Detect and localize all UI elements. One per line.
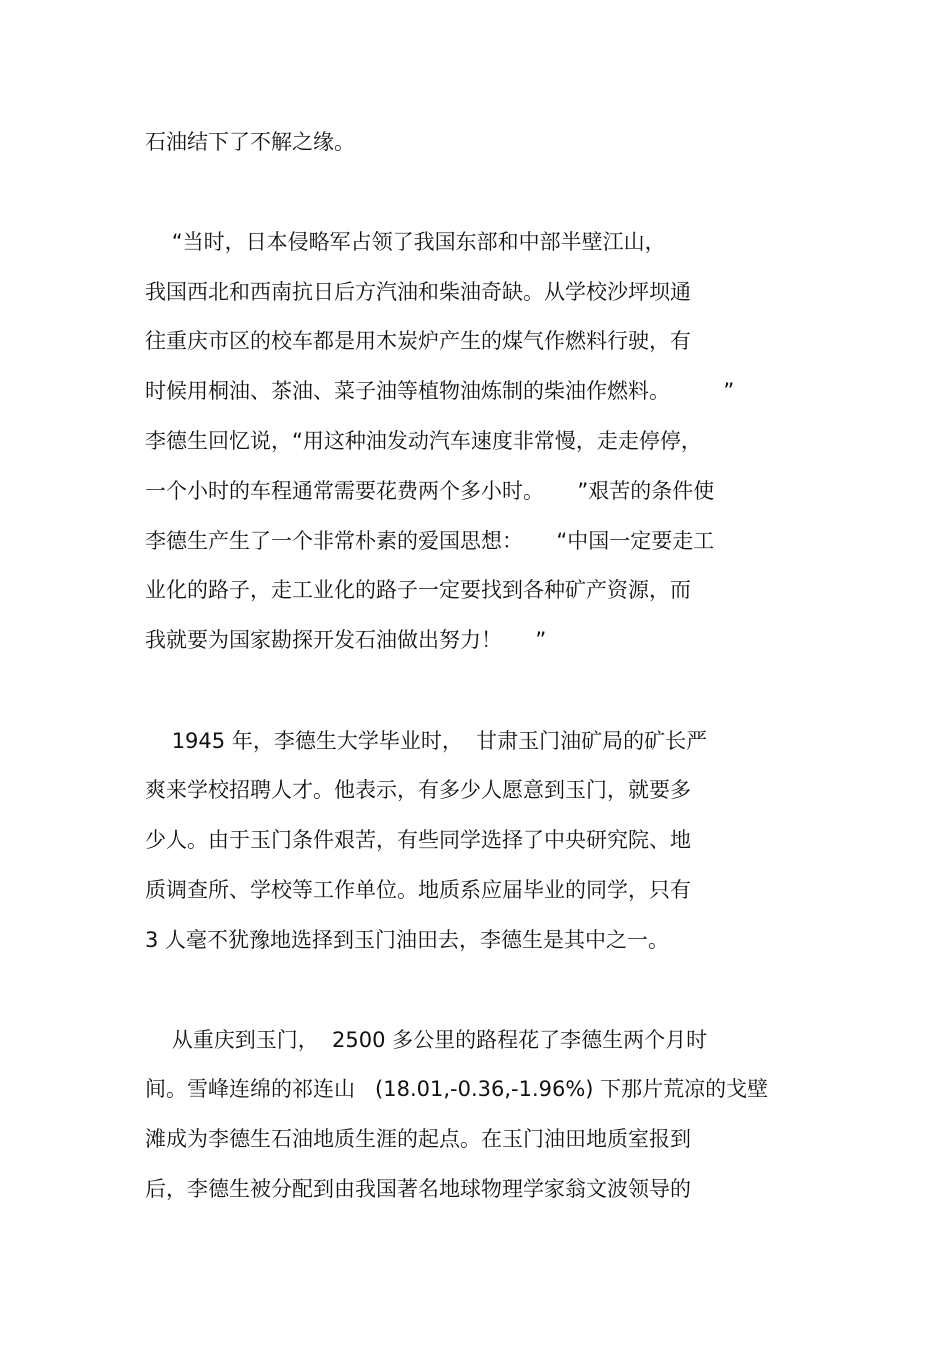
text-line: 李德生回忆说，“用这种油发动汽车速度非常慢，走走停停， <box>145 429 702 453</box>
text-line: 爽来学校招聘人才。他表示，有多少人愿意到玉门，就要多 <box>145 778 691 802</box>
text-line: 业化的路子，走工业化的路子一定要找到各种矿产资源，而 <box>145 578 691 602</box>
text-line: 1945 年，李德生大学毕业时， 甘肃玉门油矿局的矿长严 <box>145 729 708 753</box>
text-line: 时候用桐油、茶油、菜子油等植物油炼制的柴油作燃料。 ” <box>145 379 735 403</box>
text-line: 一个小时的车程通常需要花费两个多小时。 ”艰苦的条件使 <box>145 479 715 503</box>
text-line: 3 人毫不犹豫地选择到玉门油田去，李德生是其中之一。 <box>145 928 670 952</box>
text-line: 间。雪峰连绵的祁连山 (18.01,-0.36,-1.96%) 下那片荒凉的戈壁 <box>145 1077 769 1101</box>
text-line: 少人。由于玉门条件艰苦，有些同学选择了中央研究院、地 <box>145 828 691 852</box>
text-line: 后，李德生被分配到由我国著名地球物理学家翁文波领导的 <box>145 1177 691 1201</box>
text-line: 石油结下了不解之缘。 <box>145 130 355 154</box>
text-line: 从重庆到玉门， 2500 多公里的路程花了李德生两个月时 <box>145 1028 708 1052</box>
text-line: 我国西北和西南抗日后方汽油和柴油奇缺。从学校沙坪坝通 <box>145 280 691 304</box>
text-line: “当时，日本侵略军占领了我国东部和中部半壁江山， <box>145 230 666 254</box>
text-line: 往重庆市区的校车都是用木炭炉产生的煤气作燃料行驶，有 <box>145 329 691 353</box>
text-line: 我就要为国家勘探开发石油做出努力！ ” <box>145 628 547 652</box>
text-line: 质调查所、学校等工作单位。地质系应届毕业的同学，只有 <box>145 878 691 902</box>
text-line: 滩成为李德生石油地质生涯的起点。在玉门油田地质室报到 <box>145 1127 691 1151</box>
text-line: 李德生产生了一个非常朴素的爱国思想： “中国一定要走工 <box>145 529 715 553</box>
